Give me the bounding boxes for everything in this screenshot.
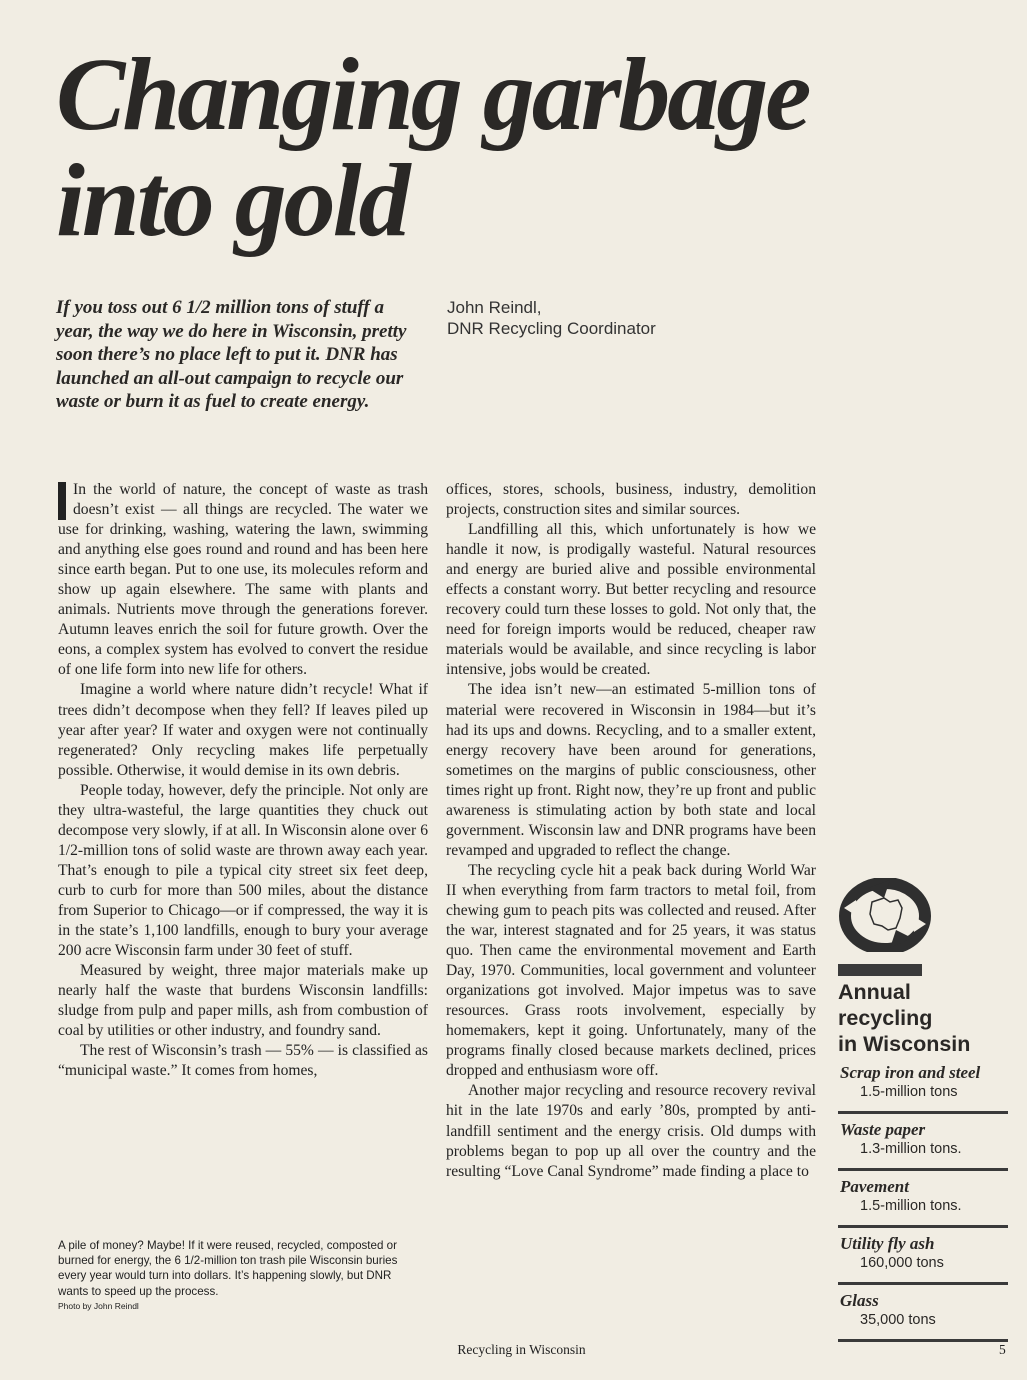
paragraph: Landfilling all this, which unfortunately is how we handle it now, is prodigally wasteful. Natural resources and energy are buried alive and possible environmental effects a constant worry. But better recycling and resource recovery could turn these losses to gold. Not only that, the need for foreign imports would be reduced, cheaper raw materials would be available, and since recycling is labor intensive, jobs would be created. <box>446 521 816 679</box>
recycling-sidebar <box>838 878 1008 1342</box>
sidebar-heading-line: recycling <box>838 1006 933 1030</box>
stat-label: Utility fly ash <box>840 1234 935 1253</box>
page-footer: Recycling in Wisconsin <box>457 1342 586 1357</box>
photo-caption <box>58 1238 418 1313</box>
article-column-2 <box>446 480 816 1182</box>
byline-title: DNR Recycling Coordinator <box>447 319 656 338</box>
paragraph: Another major recycling and resource recovery revival hit in the late 1970s and early ’80s, prompted by anti-landfill sentiment and the energy crisis. Old dumps with problems began to pop up all over the country and the resulting “Love Canal Syndrome” made finding a place to <box>446 1082 816 1180</box>
paragraph: offices, stores, schools, business, industry, demolition projects, construction sites and similar sources. <box>446 481 816 519</box>
title-line-1: Changing garbage <box>56 37 809 152</box>
byline <box>447 297 767 339</box>
stat-value: 160,000 tons <box>860 1255 944 1271</box>
stat-label: Glass <box>840 1291 879 1310</box>
stat-item <box>838 1057 1008 1114</box>
photo-credit: Photo by John Reindl <box>58 1300 139 1311</box>
paragraph: Measured by weight, three major materials make up nearly half the waste that burdens Wisconsin landfills: sludge from pulp and paper mills, ash from combustion of coal by utilities or other industry, and foundry sand. <box>58 962 428 1040</box>
stat-label: Scrap iron and steel <box>840 1063 981 1082</box>
caption-text: A pile of money? Maybe! If it were reused, recycled, composted or burned for energy, the 6 1/2-million ton trash pile Wisconsin buries every year would turn into dollars. It’s happening slowly, but DNR wants to speed up the process. <box>58 1239 398 1298</box>
stat-value: 1.5-million tons. <box>860 1198 962 1214</box>
sidebar-heading-line: Annual <box>838 980 911 1004</box>
stat-item <box>838 1228 1008 1285</box>
paragraph: The idea isn’t new—an estimated 5-million tons of material were recovered in Wisconsin in 1984—but it’s had its ups and downs. Recycling, and to a smaller extent, energy recovery have been around for generations, sometimes on the margins of public consciousness, other times right up front. Right now, they’re up front and public awareness is stimulating action by both state and local government. Wisconsin law and DNR programs have been revamped and upgraded to reflect the change. <box>446 681 816 859</box>
paragraph <box>58 480 428 680</box>
stat-item <box>838 1285 1008 1342</box>
stat-value: 1.3-million tons. <box>860 1141 962 1157</box>
stat-value: 35,000 tons <box>860 1312 936 1328</box>
paragraph-text: In the world of nature, the concept of waste as trash doesn’t exist — all things are recycled. The water we use for drinking, washing, watering the lawn, swimming and anything else goes round and round and has been here since earth began. Put to one use, its molecules reform and show up again elsewhere. The same with plants and animals. Nutrients move through the generations forever. Autumn leaves enrich the soil for future growth. Over the eons, a complex system has evolved to convert the residue of one life form into new life for others. <box>58 481 428 679</box>
sidebar-heading-line: in Wisconsin <box>838 1032 971 1056</box>
article-lede: If you toss out 6 1/2 million tons of stuff a year, the way we do here in Wisconsin, pretty soon there’s no place left to put it. DNR has launched an all-out campaign to recycle our waste or burn it as fuel to create energy. <box>56 297 407 412</box>
drop-cap-mark <box>58 482 66 520</box>
paragraph: The rest of Wisconsin’s trash — 55% — is classified as “municipal waste.” It comes from homes, <box>58 1042 428 1080</box>
page-number: 5 <box>999 1342 1006 1357</box>
stat-item <box>838 1114 1008 1171</box>
sidebar-heading <box>838 979 1008 1057</box>
stat-label: Pavement <box>840 1177 909 1196</box>
paragraph: The recycling cycle hit a peak back during World War II when everything from farm tractors to metal foil, from chewing gum to peach pits was collected and reused. After the war, interest stagnated and for 25 years, it was status quo. Then came the environmental movement and Earth Day, 1970. Communities, local government and volunteer organizations got involved. Major impetus was to save resources. Grass roots involvement, especially by homemakers, kept it going. Unfortunately, many of the programs finally closed because markets declined, prices dropped and enthusiasm wore off. <box>446 861 816 1080</box>
article-title <box>56 37 956 258</box>
recycling-wisconsin-logo-icon <box>838 878 938 952</box>
paragraph: People today, however, defy the principle. Not only are they ultra-wasteful, the large quantities they chuck out decompose very slowly, if at all. In Wisconsin alone over 6 1/2-million tons of solid waste are thrown away each year. That’s enough to pile a typical city street six feet deep, curb to curb for more than 500 miles, about the distance from Superior to Chicago—or if compressed, the way it is in the state’s 1,100 landfills, enough to bury your average 200 acre Wisconsin farm under 30 feet of stuff. <box>58 781 428 960</box>
stat-value: 1.5-million tons <box>860 1084 958 1100</box>
paragraph: Imagine a world where nature didn’t recycle! What if trees didn’t decompose when they fell? If leaves piled up year after year? If water and oxygen were not continually regenerated? Only recycling makes life perpetually possible. Otherwise, it would demise in its own debris. <box>58 681 428 779</box>
title-line-2: into gold <box>56 143 408 258</box>
byline-name: John Reindl, <box>447 298 542 317</box>
sidebar-divider <box>838 964 922 976</box>
stat-label: Waste paper <box>840 1120 926 1139</box>
article-column-1 <box>58 480 428 1081</box>
stat-item <box>838 1171 1008 1228</box>
